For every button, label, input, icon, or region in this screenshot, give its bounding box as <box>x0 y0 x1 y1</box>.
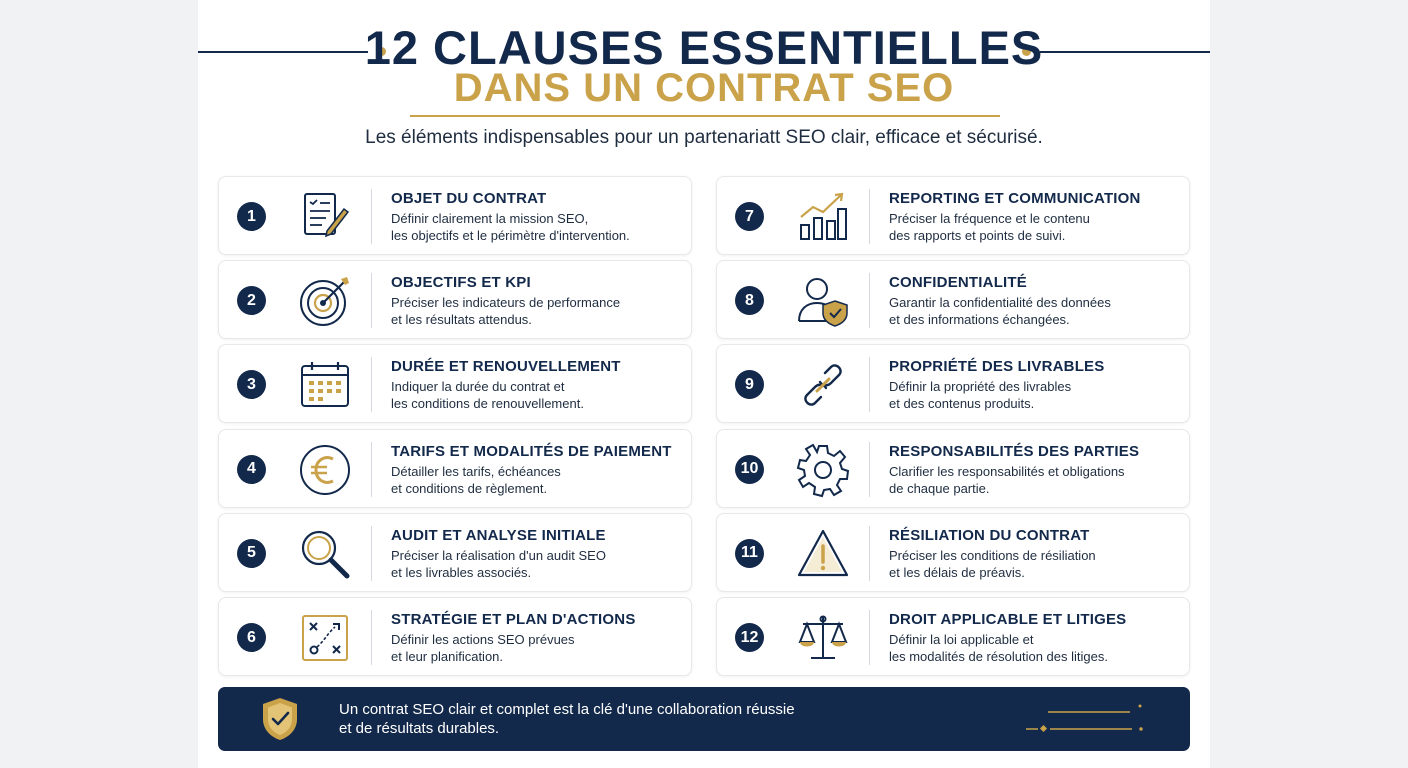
scales-icon <box>795 610 851 666</box>
clause-card <box>716 597 1190 676</box>
magnifier-icon <box>297 526 353 582</box>
card-divider <box>869 357 870 412</box>
footer-banner <box>218 687 1190 751</box>
clause-description-line1: Définir la propriété des livrables <box>889 379 1072 395</box>
clause-description-line1: Définir les actions SEO prévues <box>391 632 575 647</box>
clause-title: OBJECTIFS ET KPI <box>391 274 531 292</box>
clause-card <box>218 429 692 508</box>
footer-decoration <box>1026 703 1156 735</box>
card-divider <box>869 610 870 665</box>
clause-description-line2: et les délais de préavis. <box>889 564 1025 580</box>
euro-coin-icon <box>297 442 353 498</box>
clause-card <box>218 344 692 423</box>
clause-description-line1: Définir la loi applicable et <box>889 632 1034 647</box>
clause-description-line2: et leur planification. <box>391 649 504 664</box>
clause-description-line1: Préciser les indicateurs de performance <box>391 295 621 311</box>
footer-text-line2: et de résultats durables. <box>339 720 500 737</box>
clause-description-line1: Préciser la réalisation d'un audit SEO <box>391 547 606 563</box>
clause-card <box>716 260 1190 339</box>
gear-icon <box>795 442 851 498</box>
clause-card <box>716 429 1190 508</box>
clause-title: TARIFS ET MODALITÉS DE PAIEMENT <box>391 442 672 460</box>
clause-number-badge: 11 <box>735 539 764 568</box>
card-divider <box>371 442 372 497</box>
page-title: 12 CLAUSES ESSENTIELLES <box>364 21 1044 74</box>
clause-title: REPORTING ET COMMUNICATION <box>889 190 1141 207</box>
title-underline <box>410 115 1000 117</box>
card-divider <box>371 189 372 244</box>
clause-number-badge: 3 <box>237 370 266 399</box>
clause-number-badge: 12 <box>735 623 764 652</box>
clause-card <box>716 513 1190 592</box>
clause-number-badge: 1 <box>237 202 266 231</box>
clause-title: OBJET DU CONTRAT <box>391 190 547 207</box>
clause-number-badge: 2 <box>237 286 266 315</box>
clause-title: DURÉE ET RENOUVELLEMENT <box>391 358 621 376</box>
card-divider <box>371 273 372 328</box>
clause-number-badge: 6 <box>237 623 266 652</box>
clause-card <box>218 597 692 676</box>
page-title-accent: DANS UN CONTRAT SEO <box>453 66 955 110</box>
clause-description-line2: les modalités de résolution des litiges. <box>889 649 1108 664</box>
clause-description-line1: Détailler les tarifs, échéances <box>391 463 561 479</box>
clause-description-line1: Garantir la confidentialité des données <box>889 295 1111 311</box>
card-divider <box>869 526 870 581</box>
clause-description-line2: les objectifs et le périmètre d'intervention. <box>391 228 630 243</box>
clause-number-badge: 5 <box>237 539 266 568</box>
clause-description-line1: Définir clairement la mission SEO, <box>391 211 589 226</box>
clause-description-line2: des rapports et points de suivi. <box>889 228 1066 243</box>
clause-number-badge: 4 <box>237 455 266 484</box>
page-subtitle: Les éléments indispensables pour un partenariatt SEO clair, efficace et sécurisé. <box>365 127 1043 148</box>
card-divider <box>371 610 372 665</box>
clause-description-line1: Préciser la fréquence et le contenu <box>889 211 1090 226</box>
card-divider <box>371 357 372 412</box>
clause-card <box>218 260 692 339</box>
clause-description-line2: et les livrables associés. <box>391 564 532 580</box>
card-divider <box>869 189 870 244</box>
clause-card <box>716 176 1190 255</box>
clause-title: DROIT APPLICABLE ET LITIGES <box>889 611 1127 628</box>
strategy-board-icon <box>297 610 353 666</box>
clause-card <box>218 513 692 592</box>
clause-description-line2: de chaque partie. <box>889 480 990 496</box>
header <box>198 14 1210 124</box>
card-divider <box>371 526 372 581</box>
shield-check-icon <box>258 695 302 743</box>
clause-title: AUDIT ET ANALYSE INITIALE <box>391 526 606 544</box>
clause-description-line2: les conditions de renouvellement. <box>391 396 584 412</box>
growth-chart-icon <box>795 189 851 245</box>
clause-title: RÉSILIATION DU CONTRAT <box>889 526 1090 544</box>
clause-number-badge: 10 <box>735 455 764 484</box>
card-divider <box>869 273 870 328</box>
clause-title: CONFIDENTIALITÉ <box>889 274 1027 292</box>
target-arrow-icon <box>297 273 353 329</box>
clause-description-line2: et les résultats attendus. <box>391 312 532 328</box>
clause-description-line1: Indiquer la durée du contrat et <box>391 379 565 395</box>
clause-number-badge: 9 <box>735 370 764 399</box>
footer-text-line1: Un contrat SEO clair et complet est la clé d'une collaboration réussie <box>339 701 795 718</box>
clause-card <box>218 176 692 255</box>
clause-description-line1: Clarifier les responsabilités et obligations <box>889 463 1125 479</box>
clause-description-line2: et conditions de règlement. <box>391 480 548 496</box>
clause-title: PROPRIÉTÉ DES LIVRABLES <box>889 358 1105 376</box>
clause-number-badge: 8 <box>735 286 764 315</box>
chain-link-icon <box>795 357 851 413</box>
document-pen-icon <box>297 189 353 245</box>
clause-title: STRATÉGIE ET PLAN D'ACTIONS <box>391 611 636 628</box>
calendar-icon <box>297 357 353 413</box>
clause-card <box>716 344 1190 423</box>
warning-icon <box>795 526 851 582</box>
clause-description-line2: et des informations échangées. <box>889 312 1070 328</box>
clause-title: RESPONSABILITÉS DES PARTIES <box>889 442 1140 460</box>
clause-description-line2: et des contenus produits. <box>889 396 1035 412</box>
card-divider <box>869 442 870 497</box>
user-shield-icon <box>795 273 851 329</box>
clause-description-line1: Préciser les conditions de résiliation <box>889 547 1096 563</box>
clause-number-badge: 7 <box>735 202 764 231</box>
